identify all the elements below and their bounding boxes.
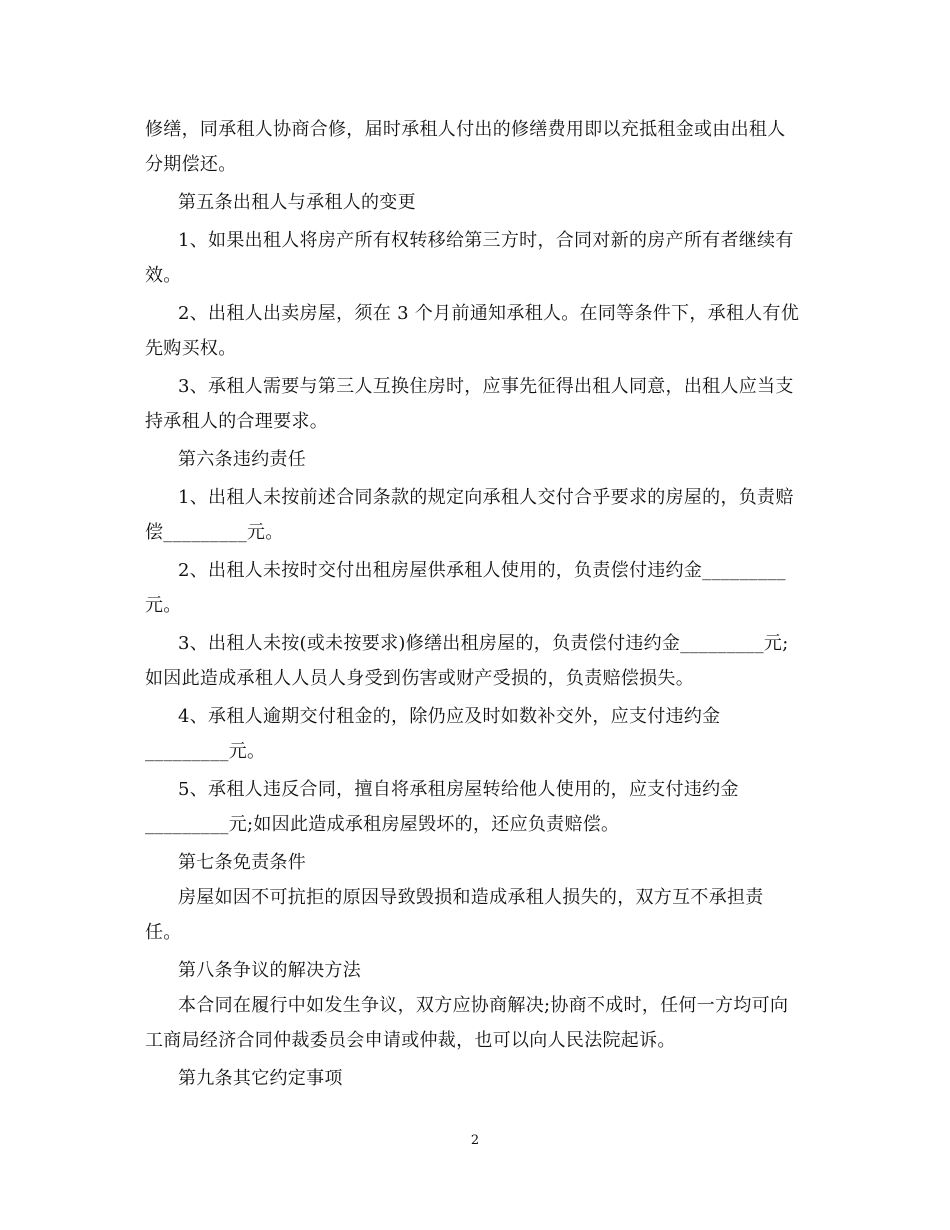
paragraph-line: _________元。	[145, 741, 266, 762]
paragraph-line: 任。	[145, 922, 182, 943]
paragraph-line: 4、承租人逾期交付租金的，除仍应及时如数补交外，应支付违约金	[178, 706, 721, 727]
paragraph-line: 如因此造成承租人人员人身受到伤害或财产受损的，负责赔偿损失。	[145, 668, 694, 689]
paragraph-line: 1、如果出租人将房产所有权转移给第三方时，合同对新的房产所有者继续有	[178, 230, 794, 251]
section-heading: 第九条其它约定事项	[178, 1068, 343, 1089]
paragraph-line: 效。	[145, 265, 182, 286]
paragraph-line: 先购买权。	[145, 338, 237, 359]
paragraph-line: 2、出租人出卖房屋，须在 3 个月前通知承租人。在同等条件下，承租人有优	[178, 303, 800, 324]
section-heading: 第七条免责条件	[178, 852, 307, 873]
section-heading: 第八条争议的解决方法	[178, 960, 361, 981]
paragraph-line: 3、承租人需要与第三人互换住房时，应事先征得出租人同意，出租人应当支	[178, 376, 794, 397]
paragraph-line: _________元;如因此造成承租房屋毁坏的，还应负责赔偿。	[145, 814, 620, 835]
paragraph-line: 本合同在履行中如发生争议，双方应协商解决;协商不成时，任何一方均可向	[178, 995, 789, 1016]
page-number: 2	[470, 1133, 480, 1148]
paragraph-line: 偿_________元。	[145, 522, 284, 543]
paragraph-line: 5、承租人违反合同，擅自将承租房屋转给他人使用的，应支付违约金	[178, 779, 739, 800]
section-heading: 第五条出租人与承租人的变更	[178, 192, 416, 213]
paragraph-line: 2、出租人未按时交付出租房屋供承租人使用的，负责偿付违约金_________	[178, 560, 786, 581]
section-heading: 第六条违约责任	[178, 449, 307, 470]
paragraph-line: 3、出租人未按(或未按要求)修缮出租房屋的，负责偿付违约金_________元;	[178, 633, 789, 654]
paragraph-line: 1、出租人未按前述合同条款的规定向承租人交付合乎要求的房屋的，负责赔	[178, 487, 794, 508]
paragraph-line: 房屋如因不可抗拒的原因导致毁损和造成承租人损失的，双方互不承担责	[178, 887, 764, 908]
paragraph-line: 分期偿还。	[145, 154, 237, 175]
paragraph-line: 持承租人的合理要求。	[145, 411, 328, 432]
paragraph-line: 修缮，同承租人协商合修，届时承租人付出的修缮费用即以充抵租金或由出租人	[145, 119, 786, 140]
paragraph-line: 元。	[145, 595, 182, 616]
paragraph-line: 工商局经济合同仲裁委员会申请或仲裁，也可以向人民法院起诉。	[145, 1030, 676, 1051]
